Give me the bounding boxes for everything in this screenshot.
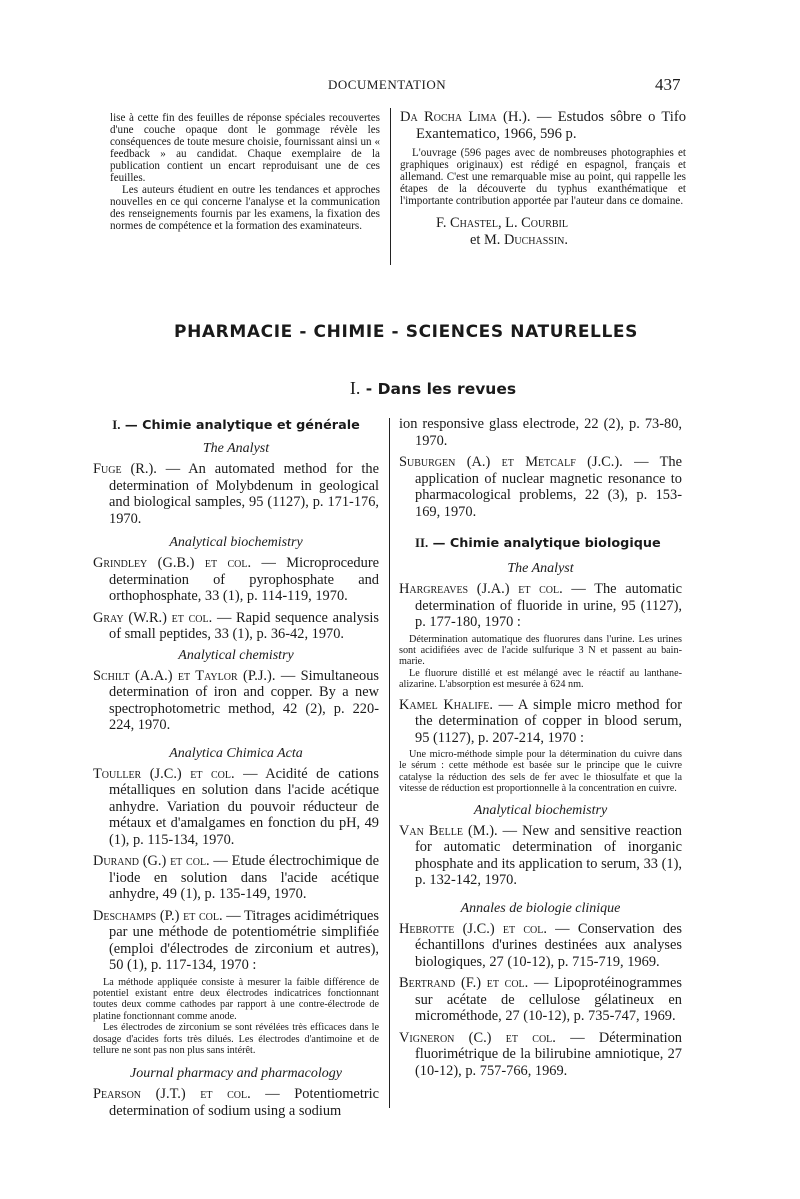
author: Grindley (G.B.) et col. bbox=[93, 555, 252, 571]
top-right-entry bbox=[400, 109, 686, 249]
entry-text: — Conservation des échantillons d'urines destinées aux analyses biologiques, 27 (10-12), p. 715-719, 1969. bbox=[415, 920, 682, 970]
left-column bbox=[93, 418, 379, 1124]
entry-text: — Détermination fluorimétrique de la bilirubine amniotique, 27 (10-12), p. 757-766, 1969. bbox=[415, 1029, 682, 1079]
journal-name: Analytical chemistry bbox=[178, 647, 294, 663]
section-heading bbox=[399, 536, 682, 551]
paragraph: L'ouvrage (596 pages avec de nombreuses photographies et graphiques originaux) est rédigé en espagnol, français et allemand. C'est une remarquable mise au point, qui rappelle les étapes de la découverte du typhus exanthématique et l'importante contribution apportée par l'auteur dans ce domaine. bbox=[400, 147, 686, 207]
paragraph: Les auteurs étudient en outre les tendances et approches nouvelles en ce qui concerne l'analyse et la communication des renseignements fournis par les examens, la fixation des normes de compétence et la formation des examinateurs. bbox=[110, 184, 380, 232]
author: Schilt (A.A.) et Taylor (P.J.). bbox=[93, 667, 276, 684]
bibliography-entry bbox=[93, 461, 379, 527]
journal-name: The Analyst bbox=[202, 441, 270, 456]
signature-name: Chastel bbox=[450, 215, 498, 231]
author: Hebrotte (J.C.) et col. bbox=[399, 920, 547, 937]
entry-text: — Acidité de cations métalliques en solution dans l'acide acétique anhydre. Variation du pouvoir réducteur de métaux et d'amalgames en fonction du pH, 49 (1), p. 115-134, 1970. bbox=[109, 765, 379, 848]
entry-continuation: ion responsive glass electrode, 22 (2), p. 73-80, 1970. bbox=[399, 416, 682, 449]
journal-name: Analytical biochemistry bbox=[169, 535, 303, 550]
entry-text: — Potentiometric determination of sodium using a sodium bbox=[109, 1086, 379, 1119]
entry-text: — An automated method for the determination of Molybdenum in geological and biological samples, 95 (1127), p. 171-176, 1970. bbox=[109, 461, 380, 527]
bibliography-entry bbox=[93, 610, 379, 643]
author: Gray (W.R.) et col. bbox=[93, 609, 213, 626]
signature bbox=[400, 215, 686, 249]
signature-text: . bbox=[564, 232, 568, 248]
author: Fuge (R.). bbox=[93, 461, 157, 477]
author: Hargreaves (J.A.) et col. bbox=[399, 581, 563, 597]
entry-text: — Lipoprotéinogrammes sur acétate de cellulose gélatineux en microméthode, 27 (10-12), p. 735-747, 1969. bbox=[415, 975, 682, 1025]
entry-text: — Rapid sequence analysis of small peptides, 33 (1), p. 36-42, 1970. bbox=[109, 609, 379, 642]
author: Pearson (J.T.) et col. bbox=[93, 1086, 251, 1103]
entry-text: — Estudos sôbre o Tifo Exantematico, 1966, 596 p. bbox=[416, 109, 686, 142]
bibliography-entry bbox=[399, 921, 682, 971]
author: Durand (G.) et col. bbox=[93, 853, 210, 869]
signature-line bbox=[400, 215, 568, 232]
bibliography-entry bbox=[399, 975, 682, 1025]
paragraph: lise à cette fin des feuilles de réponse spéciales recouvertes d'une couche opaque dont le gommage révèle les conséquences de toute mesure choisie, fournissant ainsi un « feedback » au candidat. Chaque exemplaire de la publication contient un encart reproduisant une de ces feuilles. bbox=[110, 112, 380, 184]
author: Vigneron (C.) et col. bbox=[399, 1029, 556, 1046]
review-note bbox=[400, 147, 686, 207]
author: Suburgen (A.) et Metcalf (J.C.). bbox=[399, 454, 623, 470]
bibliography-entry bbox=[93, 1086, 379, 1119]
running-header bbox=[0, 77, 800, 97]
signature-name: Courbil bbox=[521, 215, 568, 231]
signature-line bbox=[400, 232, 568, 249]
bibliography-entry bbox=[93, 908, 379, 974]
paragraph: Une micro-méthode simple pour la détermination du cuivre dans le sérum : cette méthode est basée sur le principe que le cuivre catalyse la réduction des sels de fer avec le thiosulfate et que la vitesse de réduction est proportionnelle à la concentration en cuivre. bbox=[399, 749, 682, 795]
signature-text: F. bbox=[436, 215, 451, 231]
entry-text: — Titrages acidimétriques par une méthode de potentiométrie simplifiée (emploi d'électrodes de zirconium et autres), 50 (1), p. 117-134, 1970 : bbox=[109, 907, 380, 973]
entry-text: — New and sensitive reaction for automatic determination of inorganic phosphate and its application to serum, 33 (1), p. 132-142, 1970. bbox=[415, 822, 683, 889]
abstract-note bbox=[93, 977, 379, 1057]
entry-text: — The application of nuclear magnetic resonance to pharmacological problems, 22 (3), p. 153-169, 1970. bbox=[415, 454, 683, 520]
sub-title bbox=[0, 378, 800, 399]
entry-text: — Etude électrochimique de l'iode en solution dans l'acide acétique anhydre, 49 (1), p. 135-149, 1970. bbox=[109, 853, 379, 902]
sub-title-numeral: I. bbox=[349, 378, 361, 398]
paragraph: Le fluorure distillé et est mélangé avec le réactif au lanthane-alizarine. L'absorption est mesurée à 624 nm. bbox=[399, 667, 682, 691]
entry-text: — Simultaneous determination of iron and copper. By a new spectrophotometric method, 42 (2), p. 220-224, 1970. bbox=[109, 667, 379, 733]
section-number: I. bbox=[112, 418, 121, 432]
author: Touller (J.C.) et col. bbox=[93, 765, 235, 782]
column-rule-top bbox=[390, 108, 391, 265]
sub-title-text: - Dans les revues bbox=[360, 380, 517, 398]
signature-name: Duchassin bbox=[503, 232, 565, 248]
bibliography-entry bbox=[93, 555, 379, 605]
section-title: — Chimie analytique et générale bbox=[120, 418, 360, 433]
author: Da Rocha Lima (H.). bbox=[400, 109, 531, 125]
bibliography-entry bbox=[399, 697, 682, 747]
top-left-text bbox=[110, 112, 380, 232]
paragraph: Les électrodes de zirconium se sont révélées très efficaces dans le dosage d'acides forts très dilués. Les électrodes d'antimoine et de tellure ne sont pas non plus sans intérêt. bbox=[93, 1022, 379, 1056]
author: Deschamps (P.) et col. bbox=[93, 907, 223, 924]
bibliography-entry bbox=[399, 823, 682, 889]
signature-text: et M. bbox=[470, 232, 504, 248]
bibliography-entry bbox=[93, 853, 379, 903]
abstract-note bbox=[399, 749, 682, 795]
journal-name: Journal pharmacy and pharmacology bbox=[130, 1066, 342, 1082]
author: Bertrand (F.) et col. bbox=[399, 975, 529, 992]
bibliography-entry bbox=[93, 668, 379, 734]
entry-text: — The automatic determination of fluoride in urine, 95 (1127), p. 177-180, 1970 : bbox=[415, 581, 682, 630]
running-title: DOCUMENTATION bbox=[328, 77, 447, 92]
bibliography-entry bbox=[399, 454, 682, 520]
journal-name: Analytical biochemistry bbox=[473, 802, 608, 818]
journal-name: The Analyst bbox=[507, 561, 574, 576]
signature-text: , L. bbox=[497, 215, 522, 231]
column-rule-main bbox=[389, 418, 390, 1108]
section-number: II. bbox=[415, 536, 429, 550]
journal-name: Analytica Chimica Acta bbox=[169, 745, 303, 761]
main-title: PHARMACIE - CHIMIE - SCIENCES NATURELLES bbox=[174, 322, 638, 342]
right-column bbox=[399, 416, 682, 1084]
bibliography-entry bbox=[399, 581, 682, 631]
author: Van Belle (M.). bbox=[399, 822, 498, 839]
bibliography-entry bbox=[399, 1030, 682, 1080]
entry-text: — A simple micro method for the determination of copper in blood serum, 95 (1127), p. 207-214, 1970 : bbox=[415, 696, 682, 746]
paragraph: La méthode appliquée consiste à mesurer la faible différence de potentiel existant entre deux électrodes indicatrices fonctionnant toutes deux comme cathodes par rapport à une contre-électrode de platine fonctionnant comme anode. bbox=[93, 976, 379, 1022]
author: Kamel Khalife. bbox=[399, 696, 493, 713]
section-title: — Chimie analytique biologique bbox=[428, 536, 661, 551]
paragraph: Détermination automatique des fluorures dans l'urine. Les urines sont acidifiées avec de l'acide sulfurique 3 N et passent au bain-marie. bbox=[399, 633, 682, 668]
entry-text: — Microprocedure determination of pyrophosphate and orthophosphate, 33 (1), p. 114-119, 1970. bbox=[109, 555, 379, 604]
journal-name: Annales de biologie clinique bbox=[460, 900, 621, 916]
section-heading bbox=[93, 418, 379, 433]
page-number: 437 bbox=[655, 75, 681, 94]
bibliography-entry bbox=[93, 766, 379, 849]
abstract-note bbox=[399, 634, 682, 691]
bibliography-entry bbox=[400, 109, 686, 142]
